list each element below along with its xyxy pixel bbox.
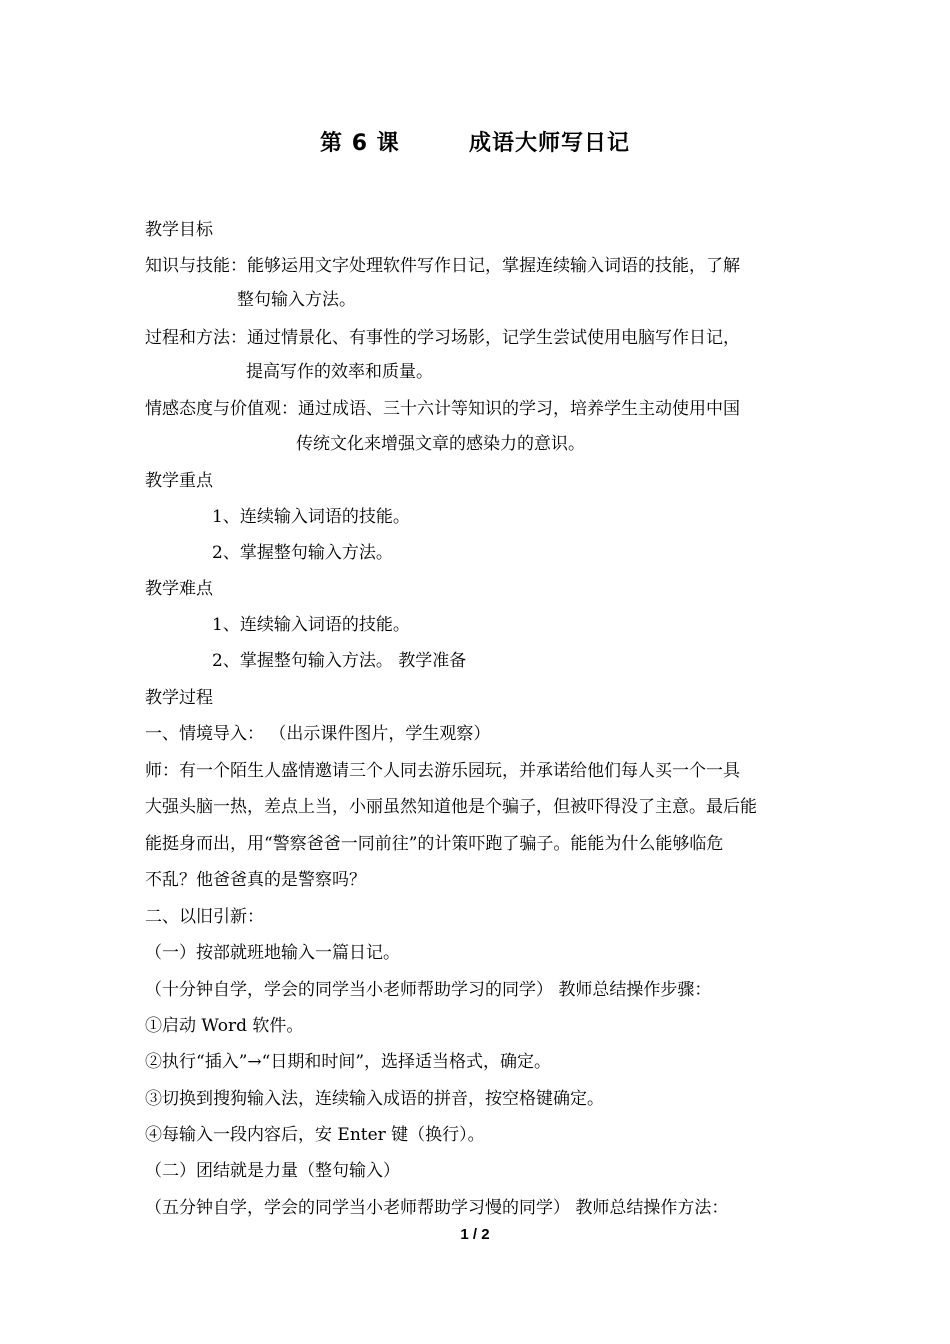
goal-emotion-line2: 传统文化来增强文章的感染力的意识。	[296, 434, 585, 454]
step-1: 一、情境导入： （出示课件图片，学生观察）	[145, 724, 491, 744]
difficulty-heading: 教学难点	[145, 579, 213, 599]
operation-2: ②执行“插入”→“日期和时间”，选择适当格式，确定。	[145, 1052, 552, 1072]
operation-4: ④每输入一段内容后，安 Enter 键（换行）。	[145, 1125, 485, 1145]
goal-process-line1: 过程和方法：通过情景化、有事性的学习场影，记学生尝试使用电脑写作日记，	[145, 328, 740, 348]
difficulty-item-2: 2、掌握整句输入方法。 教学准备	[212, 651, 467, 671]
goal-emotion-line1: 情感态度与价值观：通过成语、三十六计等知识的学习，培养学生主动使用中国	[145, 399, 740, 419]
story-line-4: 不乱？他爸爸真的是警察吗？	[145, 870, 366, 890]
document-title: 第 6 课 成语大师写日记	[320, 131, 630, 156]
operation-1: ①启动 Word 软件。	[145, 1016, 304, 1036]
substep-2-note: （五分钟自学，学会的同学当小老师帮助学习慢的同学） 教师总结操作方法：	[145, 1198, 729, 1218]
difficulty-item-1: 1、连续输入词语的技能。	[212, 615, 410, 635]
goal-knowledge-line2: 整句输入方法。	[237, 290, 356, 310]
operation-3: ③切换到搜狗输入法，连续输入成语的拼音，按空格键确定。	[145, 1089, 604, 1109]
substep-2: （二）团结就是力量（整句输入）	[145, 1161, 400, 1181]
story-line-3: 能挺身而出，用“警察爸爸一同前往”的计策吓跑了骗子。能能为什么能够临危	[145, 834, 724, 854]
focus-heading: 教学重点	[145, 471, 213, 491]
story-line-2: 大强头脑一热，差点上当，小丽虽然知道他是个骗子，但被吓得没了主意。最后能	[145, 797, 757, 817]
focus-item-1: 1、连续输入词语的技能。	[212, 507, 410, 527]
substep-1-note: （十分钟自学，学会的同学当小老师帮助学习的同学） 教师总结操作步骤：	[145, 980, 712, 1000]
focus-item-2: 2、掌握整句输入方法。	[212, 543, 393, 563]
goal-knowledge-line1: 知识与技能：能够运用文字处理软件写作日记，掌握连续输入词语的技能，了解	[145, 256, 740, 276]
step-2: 二、以旧引新：	[145, 907, 264, 927]
substep-1: （一）按部就班地输入一篇日记。	[145, 943, 400, 963]
goals-heading: 教学目标	[145, 220, 213, 240]
goal-process-line2: 提高写作的效率和质量。	[246, 362, 433, 382]
story-line-1: 师：有一个陌生人盛情邀请三个人同去游乐园玩，并承诺给他们每人买一个一具	[145, 761, 740, 781]
page-number: 1 / 2	[460, 1226, 490, 1243]
process-heading: 教学过程	[145, 688, 213, 708]
